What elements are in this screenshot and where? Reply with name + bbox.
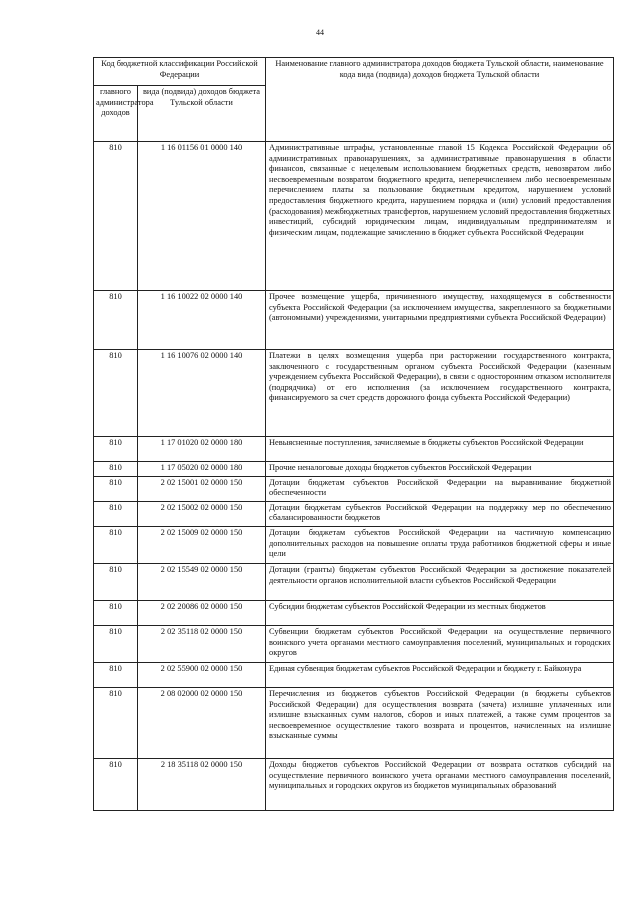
description-cell: Невыясненные поступления, зачисляемые в бюджеты субъектов Российской Федерации (266, 437, 614, 462)
revenue-code-cell: 1 16 10076 02 0000 140 (138, 350, 266, 437)
revenue-code-cell: 2 02 15002 02 0000 150 (138, 501, 266, 526)
table-row (94, 462, 614, 477)
revenue-code-cell: 1 16 10022 02 0000 140 (138, 291, 266, 350)
revenue-code-cell: 2 08 02000 02 0000 150 (138, 687, 266, 758)
table-row (94, 563, 614, 600)
revenue-code-cell: 2 02 15549 02 0000 150 (138, 563, 266, 600)
admin-code-cell: 810 (94, 142, 138, 291)
admin-code-cell: 810 (94, 563, 138, 600)
description-cell: Прочие неналоговые доходы бюджетов субъектов Российской Федерации (266, 462, 614, 477)
table-row (94, 437, 614, 462)
admin-code-cell: 810 (94, 350, 138, 437)
header-admin-column: главного администратора доходов (94, 86, 138, 142)
revenue-code-cell: 2 02 35118 02 0000 150 (138, 625, 266, 662)
revenue-code-cell: 2 02 55900 02 0000 150 (138, 662, 266, 687)
description-cell: Субсидии бюджетам субъектов Российской Федерации из местных бюджетов (266, 600, 614, 625)
revenue-code-cell: 2 02 20086 02 0000 150 (138, 600, 266, 625)
description-cell: Субвенции бюджетам субъектов Российской Федерации на осуществление первичного воинского учета органами местного самоуправления поселений, муниципальных и городских округов (266, 625, 614, 662)
description-cell: Прочее возмещение ущерба, причиненного имуществу, находящемуся в собственности субъекта Российской Федерации (за исключением имущества, закрепленного за бюджетными (автономными) учреждениями, унитарными предприятиями субъекта Российской Федерации) (266, 291, 614, 350)
revenue-code-cell: 1 17 01020 02 0000 180 (138, 437, 266, 462)
admin-code-cell: 810 (94, 625, 138, 662)
description-cell: Административные штрафы, установленные главой 15 Кодекса Российской Федерации об административных правонарушениях, за административные правонарушения в области финансов, связанные с нецелевым использованием бюджетных средств, невозвратом либо несвоевременным возвратом бюджетного кредита, неперечислением либо несвоевременным перечислением платы за пользование бюджетным кредитом, нарушением условий предоставления бюджетного кредита, нарушением порядка и (или) условий предоставления (расходования) межбюджетных трансфертов, нарушением условий предоставления бюджетных инвестиций, субсидий юридическим лицам, индивидуальным предпринимателям и физическим лицам, подлежащие зачислению в бюджет субъекта Российской Федерации (266, 142, 614, 291)
description-cell: Платежи в целях возмещения ущерба при расторжении государственного контракта, заключенного с государственным органом субъекта Российской Федерации (казенным учреждением субъекта Российской Федерации), в связи с односторонним отказом исполнителя (подрядчика) от его исполнения (за исключением государственного контракта, финансируемого за счет средств дорожного фонда субъекта Российской Федерации) (266, 350, 614, 437)
table-row (94, 476, 614, 501)
admin-code-cell: 810 (94, 291, 138, 350)
description-cell: Дотации (гранты) бюджетам субъектов Российской Федерации за достижение показателей деятельности органов исполнительной власти субъектов Российской Федерации (266, 563, 614, 600)
revenue-code-cell: 1 16 01156 01 0000 140 (138, 142, 266, 291)
table-row (94, 662, 614, 687)
page-number: 44 (316, 28, 324, 37)
table-row (94, 526, 614, 563)
admin-code-cell: 810 (94, 758, 138, 810)
table-body (94, 58, 614, 811)
table-row (94, 625, 614, 662)
revenue-code-cell: 1 17 05020 02 0000 180 (138, 462, 266, 477)
table-row (94, 142, 614, 291)
description-cell: Дотации бюджетам субъектов Российской Федерации на выравнивание бюджетной обеспеченности (266, 476, 614, 501)
revenue-code-cell: 2 02 15001 02 0000 150 (138, 476, 266, 501)
admin-code-cell: 810 (94, 526, 138, 563)
header-type-column: вида (подвида) доходов бюджета Тульской области (138, 86, 266, 142)
header-group-title: Код бюджетной классификации Российской Федерации (94, 58, 266, 86)
description-cell: Дотации бюджетам субъектов Российской Федерации на частичную компенсацию дополнительных расходов на повышение оплаты труда работников бюджетной сферы и иные цели (266, 526, 614, 563)
table-row (94, 501, 614, 526)
description-cell: Перечисления из бюджетов субъектов Российской Федерации (в бюджеты субъектов Российской Федерации) для осуществления возврата (зачета) излишне уплаченных или излишне взысканных сумм налогов, сборов и иных платежей, а также сумм процентов за несвоевременное осуществление такого возврата и процентов, начисленных на излишне взысканные суммы (266, 687, 614, 758)
budget-classification-table (93, 57, 614, 811)
admin-code-cell: 810 (94, 600, 138, 625)
header-row (94, 58, 614, 86)
table-row (94, 350, 614, 437)
table-row (94, 687, 614, 758)
revenue-code-cell: 2 18 35118 02 0000 150 (138, 758, 266, 810)
revenue-code-cell: 2 02 15009 02 0000 150 (138, 526, 266, 563)
table-row (94, 291, 614, 350)
description-cell: Доходы бюджетов субъектов Российской Федерации от возврата остатков субсидий на осуществление первичного воинского учета органами местного самоуправления поселений, муниципальных и городских округов из бюджетов муниципальных образований (266, 758, 614, 810)
admin-code-cell: 810 (94, 662, 138, 687)
description-cell: Дотации бюджетам субъектов Российской Федерации на поддержку мер по обеспечению сбалансированности бюджетов (266, 501, 614, 526)
description-cell: Единая субвенция бюджетам субъектов Российской Федерации и бюджету г. Байконура (266, 662, 614, 687)
admin-code-cell: 810 (94, 437, 138, 462)
admin-code-cell: 810 (94, 501, 138, 526)
header-name-column: Наименование главного администратора доходов бюджета Тульской области, наименование кода вида (подвида) доходов бюджета Тульской области (266, 58, 614, 142)
table-row (94, 600, 614, 625)
table-row (94, 758, 614, 810)
admin-code-cell: 810 (94, 687, 138, 758)
admin-code-cell: 810 (94, 462, 138, 477)
admin-code-cell: 810 (94, 476, 138, 501)
